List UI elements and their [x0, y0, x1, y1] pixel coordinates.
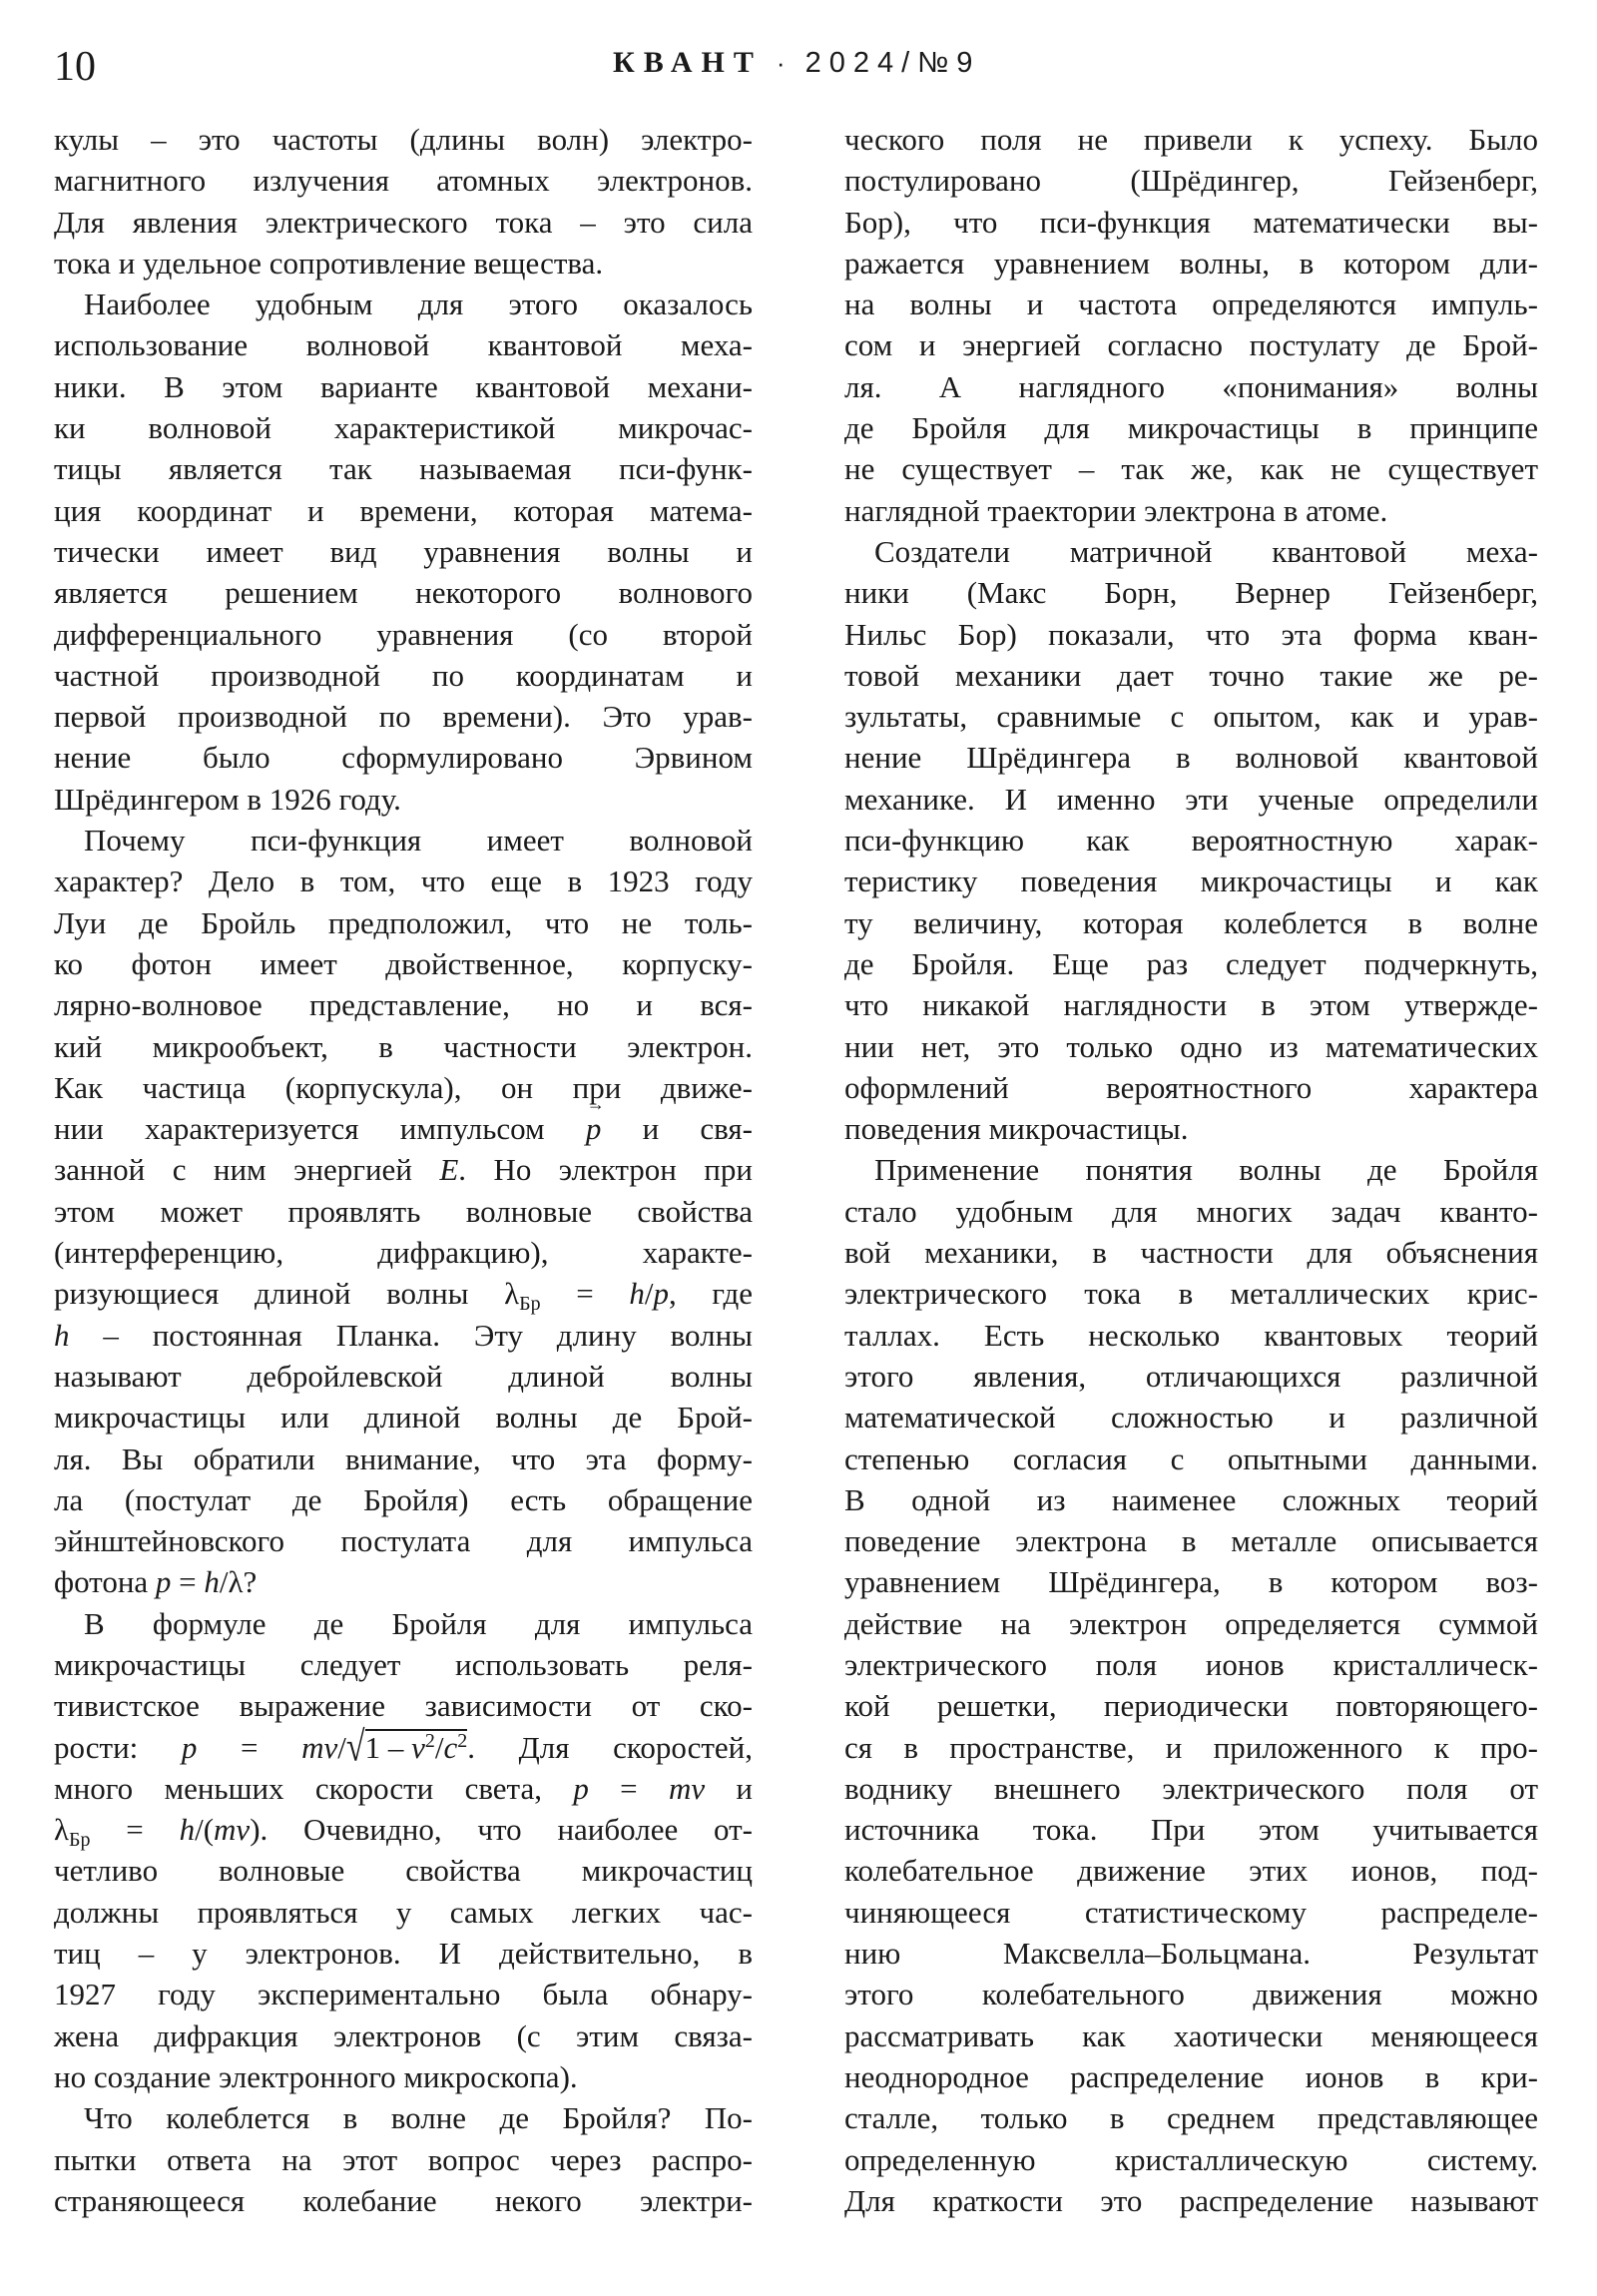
text-line [54, 2180, 753, 2221]
text-run: страняющееся колебание некого электри- [54, 2182, 753, 2218]
text-run: ля. А наглядного «понимания» волны [844, 368, 1538, 404]
text-run: (интерференцию, дифракцию), характе- [54, 1235, 753, 1271]
text-run: характер? Дело в том, что еще в 1923 году [54, 863, 753, 899]
text-line [844, 1273, 1538, 1314]
text-run: Что колеблется в волне де Бройля? По- [84, 2100, 753, 2136]
text-line [54, 984, 753, 1025]
text-run: зультаты, сравнимые с опытом, как и урав- [844, 699, 1538, 735]
text-run: кий микрообъект, в частности электрон. [54, 1028, 753, 1064]
text-run: . Для скоростей, [467, 1729, 754, 1765]
text-line [54, 1479, 753, 1520]
text-line [844, 2180, 1538, 2221]
sqrt-overline [365, 1729, 468, 1763]
text-run: микрочастицы или длиной волны де Брой- [54, 1400, 753, 1435]
text-line [844, 284, 1538, 324]
text-run: ки волновой характеристикой микрочас- [54, 410, 753, 446]
math-variable: p [653, 1276, 669, 1312]
text-line [54, 1685, 753, 1726]
text-line [844, 1892, 1538, 1933]
text-line [844, 1727, 1538, 1768]
text-run: таллах. Есть несколько квантовых теорий [844, 1317, 1538, 1353]
text-run: и свя- [601, 1111, 753, 1147]
text-run: Шрёдингером в 1926 году. [54, 781, 401, 817]
text-run: ция координат и времени, которая матема- [54, 492, 753, 528]
text-run: электрического тока в металлических крис- [844, 1276, 1538, 1312]
text-run: стало удобным для многих задач кванто- [844, 1193, 1538, 1229]
text-line [54, 943, 753, 984]
text-run: четливо волновые свойства микрочастиц [54, 1853, 753, 1889]
text-line [844, 943, 1538, 984]
text-line [844, 1561, 1538, 1602]
math-subscript: Бр [69, 1829, 91, 1852]
text-run: ся в пространстве, и приложенного к про- [844, 1729, 1538, 1765]
text-run: тивистское выражение зависимости от ско- [54, 1688, 753, 1724]
text-line [54, 243, 753, 284]
text-line [54, 614, 753, 655]
text-line [54, 737, 753, 778]
text-run: теристику поведения микрочастицы и как [844, 863, 1538, 899]
sqrt-sign: √ [345, 1723, 365, 1771]
text-line [54, 160, 753, 201]
text-line [844, 1644, 1538, 1685]
math-variable: p [573, 1770, 589, 1806]
text-line [844, 1603, 1538, 1644]
text-line [54, 531, 753, 572]
math-variable: p [155, 1564, 172, 1600]
text-run: тически имеет вид уравнения волны и [54, 533, 753, 569]
text-run: Для явления электрического тока – это сила [54, 204, 753, 240]
text-run: Нильс Бор) показали, что эта форма кван- [844, 616, 1538, 652]
header-separator: · [776, 48, 786, 78]
text-line [844, 572, 1538, 613]
text-line [54, 1438, 753, 1479]
text-run: фотона [54, 1564, 156, 1600]
text-line [54, 1397, 753, 1437]
math-subscript: Бр [519, 1293, 541, 1316]
text-run: является решением некоторого волнового [54, 575, 753, 611]
text-run: Применение понятия волны де Бройля [874, 1152, 1538, 1188]
text-run: сталле, только в среднем представляющее [844, 2100, 1538, 2136]
text-line [54, 902, 753, 943]
text-line [844, 1067, 1538, 1108]
text-line [54, 1026, 753, 1067]
paragraph-first-line [844, 1149, 1538, 1190]
math-superscript: 2 [424, 1729, 435, 1752]
text-run: Почему пси-функция имеет волновой [84, 823, 753, 859]
text-line [844, 902, 1538, 943]
text-run: – постоянная Планка. Эту длину волны [69, 1317, 753, 1353]
sqrt-radicand: / [434, 1729, 444, 1765]
text-line [844, 2056, 1538, 2097]
text-line [844, 984, 1538, 1025]
text-line [844, 779, 1538, 820]
issue-number: 2024/№9 [804, 47, 981, 79]
text-run: уравнением Шрёдингера, в котором воз- [844, 1564, 1538, 1600]
text-line [844, 1191, 1538, 1232]
text-run: /λ? [219, 1564, 258, 1600]
math-variable: E [439, 1152, 459, 1188]
text-run: рассматривать как хаотически меняющееся [844, 2017, 1538, 2053]
text-line [54, 1315, 753, 1356]
text-line [54, 1768, 753, 1809]
text-line [844, 1933, 1538, 1974]
text-line [844, 1397, 1538, 1437]
text-run: /( [195, 1812, 215, 1848]
text-line [54, 1067, 753, 1108]
text-line [844, 2015, 1538, 2056]
text-line [54, 1974, 753, 2014]
text-line [844, 202, 1538, 243]
text-line [54, 2056, 753, 2097]
text-run: должны проявляться у самых легких час- [54, 1894, 753, 1930]
text-run: занной с ним энергией [54, 1152, 440, 1188]
text-run: / [644, 1276, 654, 1312]
text-line [54, 1149, 753, 1190]
text-run: и [705, 1770, 754, 1806]
text-run: чиняющееся статистическому распределе- [844, 1894, 1538, 1930]
text-run: ла (постулат де Бройля) есть обращение [54, 1481, 753, 1517]
text-run: Луи де Бройль предположил, что не толь- [54, 904, 753, 940]
text-line [844, 448, 1538, 489]
text-run: . Но электрон при [458, 1152, 753, 1188]
text-run: де Бройля. Еще раз следует подчеркнуть, [844, 945, 1538, 981]
text-run: пытки ответа на этот вопрос через распро- [54, 2141, 753, 2177]
text-run: микрочастицы следует использовать реля- [54, 1646, 753, 1682]
text-line [54, 2015, 753, 2056]
text-line [54, 324, 753, 365]
text-run: на волны и частота определяются импуль- [844, 287, 1538, 322]
math-variable: h [629, 1276, 645, 1312]
text-run: кой решетки, периодически повторяющего- [844, 1688, 1538, 1724]
text-run: де Бройля для микрочастицы в принципе [844, 410, 1538, 446]
text-run: ражается уравнением волны, в котором дли- [844, 245, 1538, 281]
text-line [54, 1723, 754, 1771]
text-run: В одной из наименее сложных теорий [844, 1481, 1538, 1517]
text-run: дифференциального уравнения (со второй [54, 616, 753, 652]
text-line [844, 160, 1538, 201]
text-run: , где [668, 1276, 753, 1312]
text-run: 1927 году экспериментально была обнару- [54, 1977, 753, 2012]
magazine-title: КВАНТ [613, 46, 763, 79]
text-line [844, 737, 1538, 778]
text-run: Как частица (корпускула), он при движе- [54, 1069, 753, 1105]
math-variable: p [181, 1729, 198, 1765]
text-line [54, 655, 753, 696]
text-line [844, 490, 1538, 531]
text-line [844, 614, 1538, 655]
sqrt-radicand: c [443, 1729, 458, 1765]
math-variable: h [54, 1317, 70, 1353]
paragraph-first-line [54, 2097, 753, 2138]
text-line [844, 1356, 1538, 1397]
text-run: лярно-волновое представление, но и вся- [54, 987, 753, 1023]
text-line [54, 1108, 753, 1149]
text-line [844, 1850, 1538, 1891]
text-line [54, 1933, 753, 1974]
text-line [844, 655, 1538, 696]
text-run: = [90, 1812, 180, 1848]
math-variable: mv [301, 1729, 338, 1765]
text-run: эйнштейновского постулата для импульса [54, 1523, 753, 1559]
text-run: этого явления, отличающихся различной [844, 1358, 1538, 1394]
text-run: кулы – это частоты (длины волн) электро- [54, 122, 753, 157]
text-line [54, 366, 753, 407]
text-run: нение было сформулировано Эрвином [54, 740, 753, 776]
text-line [844, 1479, 1538, 1520]
text-run: тиц – у электронов. И действительно, в [54, 1936, 753, 1972]
text-run: тицы является так называемая пси-функ- [54, 451, 753, 487]
text-run: неоднородное распределение ионов в кри- [844, 2058, 1538, 2094]
math-vector: → p [586, 1108, 602, 1149]
text-run: Бор), что пси-функция математически вы- [844, 204, 1538, 240]
text-run: товой механики дает точно такие же ре- [844, 657, 1538, 693]
text-line [54, 1191, 753, 1232]
text-run: магнитного излучения атомных электронов. [54, 163, 753, 199]
text-line [54, 1520, 753, 1561]
text-line [844, 243, 1538, 284]
text-run: пси-функцию как вероятностную харак- [844, 823, 1538, 859]
sqrt-radicand: 1 – [364, 1729, 412, 1765]
text-line [54, 861, 753, 901]
math-superscript: 2 [457, 1729, 468, 1752]
text-run: ризующиеся длиной волны λ [54, 1276, 520, 1312]
text-line [844, 696, 1538, 737]
text-line [54, 1850, 753, 1891]
text-run: ). Очевидно, что наиболее от- [250, 1812, 753, 1848]
text-run: вой механики, в частности для объяснения [844, 1235, 1538, 1271]
math-variable: h [179, 1812, 196, 1848]
text-run: не существует – так же, как не существует [844, 451, 1538, 487]
text-run: этого колебательного движения можно [844, 1977, 1538, 2012]
math-variable: mv [214, 1812, 251, 1848]
text-line [54, 2139, 753, 2180]
text-line [844, 820, 1538, 861]
text-line [54, 1273, 753, 1314]
text-line [844, 1438, 1538, 1479]
text-run: много меньших скорости света, [54, 1770, 574, 1806]
text-run: = [171, 1564, 205, 1600]
text-line [54, 696, 753, 737]
text-run: ко фотон имеет двойственное, корпуску- [54, 945, 753, 981]
text-run: этом может проявлять волновые свойства [54, 1193, 753, 1229]
text-line [844, 1108, 1538, 1149]
text-line [844, 861, 1538, 901]
text-run: частной производной по координатам и [54, 657, 753, 693]
text-run: определенную кристаллическую систему. [844, 2141, 1538, 2177]
text-run: нии характеризуется импульсом [54, 1111, 586, 1147]
paragraph-first-line [844, 531, 1538, 572]
text-run: ники. В этом варианте квантовой механи- [54, 368, 753, 404]
text-column-right [844, 119, 1538, 2221]
text-line [844, 1809, 1538, 1850]
text-run: электрического поля ионов кристаллическ- [844, 1646, 1538, 1682]
text-line [844, 2139, 1538, 2180]
text-run: действие на электрон определяется суммой [844, 1605, 1538, 1641]
text-run: = [540, 1276, 630, 1312]
text-line [844, 2097, 1538, 2138]
text-run: но создание электронного микроскопа). [54, 2058, 578, 2094]
text-line [54, 202, 753, 243]
text-line [844, 1026, 1538, 1067]
text-run: ту величину, которая колеблется в волне [844, 904, 1538, 940]
text-run: наглядной траектории электрона в атоме. [844, 492, 1388, 528]
text-run: что никакой наглядности в этом утвержде- [844, 987, 1538, 1023]
text-run: называют дебройлевской длиной волны [54, 1358, 753, 1394]
running-head [613, 48, 980, 78]
text-run: Наиболее удобным для этого оказалось [84, 287, 753, 322]
text-line [844, 1520, 1538, 1561]
text-run: постулировано (Шрёдингер, Гейзенберг, [844, 163, 1538, 199]
text-run: / [337, 1729, 346, 1765]
text-run: ля. Вы обратили внимание, что эта форму- [54, 1440, 753, 1476]
text-run: колебательное движение этих ионов, под- [844, 1853, 1538, 1889]
page-number: 10 [54, 44, 96, 90]
text-run: ческого поля не привели к успеху. Было [844, 122, 1538, 157]
text-run: рости: [54, 1729, 182, 1765]
text-run: = [197, 1729, 302, 1765]
text-run: источника тока. При этом учитывается [844, 1812, 1538, 1848]
text-line [54, 490, 753, 531]
text-run: жена дифракция электронов (с этим связа- [54, 2017, 753, 2053]
text-line [54, 1561, 753, 1602]
text-run: поведение электрона в металле описывается [844, 1523, 1538, 1559]
text-line [844, 119, 1538, 160]
text-run: Создатели матричной квантовой меха- [874, 533, 1538, 569]
text-run: Для краткости это распределение называют [844, 2182, 1538, 2218]
text-run: механике. И именно эти ученые определили [844, 781, 1538, 817]
text-line [54, 448, 753, 489]
text-run: = [588, 1770, 669, 1806]
text-column-left [54, 119, 753, 2221]
text-line [54, 1644, 753, 1685]
text-line [844, 1685, 1538, 1726]
text-line [844, 407, 1538, 448]
text-run: В формуле де Бройля для импульса [84, 1605, 753, 1641]
text-line [844, 1974, 1538, 2014]
text-run: оформлений вероятностного характера [844, 1069, 1538, 1105]
text-run: нение Шрёдингера в волновой квантовой [844, 740, 1538, 776]
paragraph-first-line [54, 1603, 753, 1644]
sqrt-radicand: v [411, 1729, 425, 1765]
math-variable: mv [668, 1770, 706, 1806]
text-run: тока и удельное сопротивление вещества. [54, 245, 604, 281]
text-run: использование волновой квантовой меха- [54, 327, 753, 363]
text-run: сом и энергией согласно постулату де Брой- [844, 327, 1538, 363]
text-line [844, 1315, 1538, 1356]
text-line [54, 119, 753, 160]
text-run: λ [54, 1812, 70, 1848]
math-variable: h [204, 1564, 220, 1600]
text-line [844, 366, 1538, 407]
text-run: нию Максвелла–Больцмана. Результат [844, 1936, 1538, 1972]
text-line [54, 779, 753, 820]
text-line [54, 1232, 753, 1273]
text-run: поведения микрочастицы. [844, 1111, 1189, 1147]
text-run: математической сложностью и различной [844, 1400, 1538, 1435]
text-line [844, 1768, 1538, 1809]
text-run: воднику внешнего электрического поля от [844, 1770, 1538, 1806]
text-line [54, 1892, 753, 1933]
text-line [844, 1232, 1538, 1273]
text-line [54, 572, 753, 613]
text-line [54, 1356, 753, 1397]
text-run: степенью согласия с опытными данными. [844, 1440, 1538, 1476]
text-run: первой производной по времени). Это урав- [54, 699, 753, 735]
text-line [54, 1809, 753, 1850]
text-line [844, 324, 1538, 365]
text-line [54, 407, 753, 448]
paragraph-first-line [54, 284, 753, 324]
text-run: нии нет, это только одно из математических [844, 1028, 1538, 1064]
text-run: ники (Макс Борн, Вернер Гейзенберг, [844, 575, 1538, 611]
paragraph-first-line [54, 820, 753, 861]
